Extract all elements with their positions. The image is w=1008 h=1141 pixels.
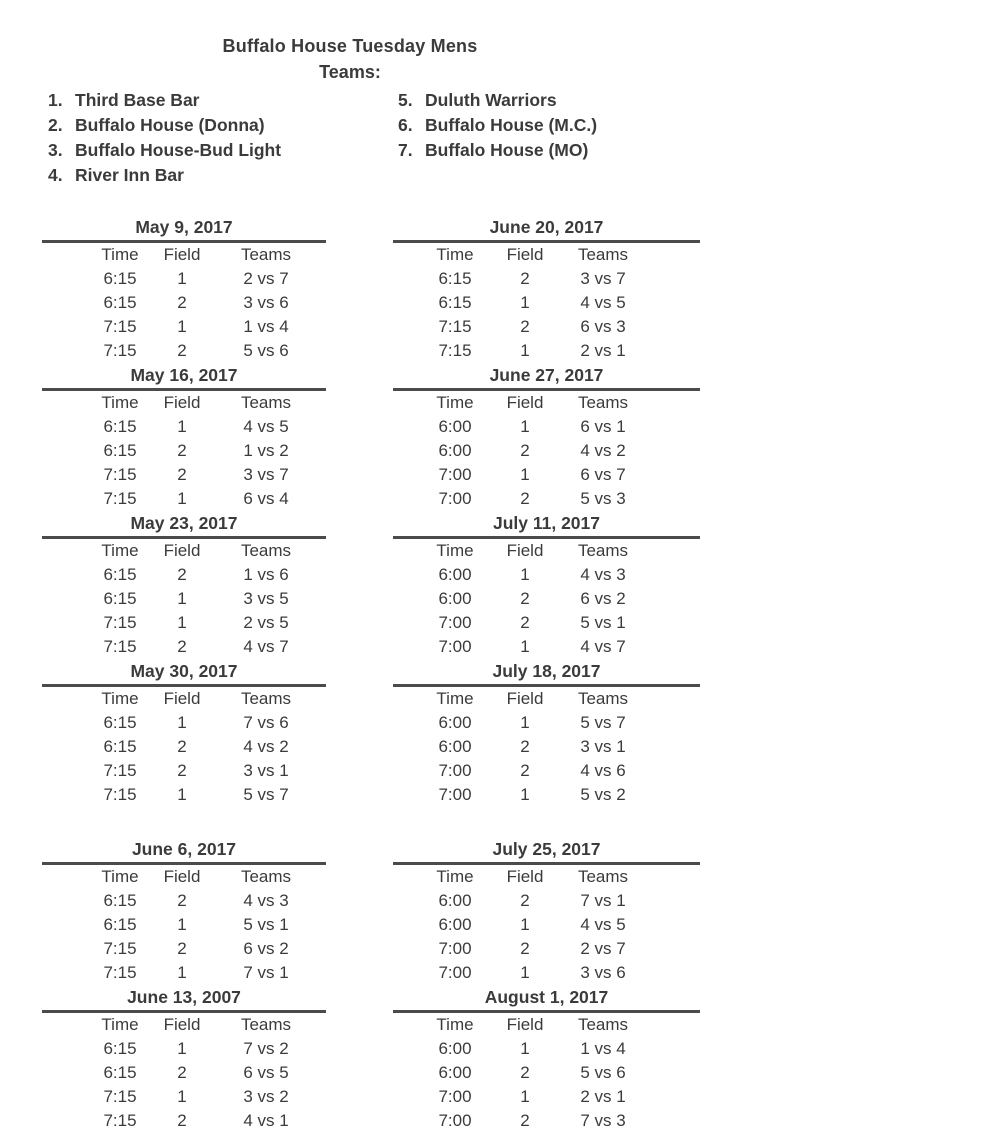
cell-field: 2 <box>177 939 187 958</box>
schedule-row <box>42 937 326 961</box>
team-name: River Inn Bar <box>75 165 184 185</box>
cell-matchup: 7 vs 6 <box>243 713 289 732</box>
teams-list-right-column <box>398 88 597 188</box>
cell-time: 6:00 <box>438 417 472 436</box>
column-header-time: Time <box>101 393 139 412</box>
cell-matchup: 4 vs 2 <box>243 737 289 756</box>
schedule-date: June 20, 2017 <box>489 217 604 237</box>
cell-field: 1 <box>520 915 530 934</box>
cell-matchup: 7 vs 1 <box>580 891 626 910</box>
cell-matchup: 3 vs 2 <box>243 1087 289 1106</box>
cell-field: 1 <box>177 1039 187 1058</box>
schedule-row <box>42 315 326 339</box>
cell-matchup: 4 vs 5 <box>580 293 626 312</box>
cell-time: 7:15 <box>103 613 137 632</box>
schedule-row <box>42 783 326 807</box>
cell-field: 2 <box>177 293 187 312</box>
column-header-teams: Teams <box>240 867 292 886</box>
cell-field: 2 <box>520 737 530 756</box>
cell-field: 1 <box>177 269 187 288</box>
cell-field: 2 <box>520 939 530 958</box>
cell-time: 6:00 <box>438 589 472 608</box>
cell-matchup: 6 vs 7 <box>580 465 626 484</box>
cell-field: 2 <box>520 613 530 632</box>
cell-time: 6:15 <box>103 915 137 934</box>
table-header-row <box>393 391 700 415</box>
cell-time: 6:00 <box>438 1039 472 1058</box>
cell-time: 7:00 <box>438 939 472 958</box>
cell-field: 2 <box>520 1063 530 1082</box>
cell-matchup: 6 vs 5 <box>243 1063 289 1082</box>
team-list-item <box>398 138 597 163</box>
cell-matchup: 1 vs 4 <box>580 1039 626 1058</box>
cell-time: 7:15 <box>103 637 137 656</box>
column-header-field: Field <box>506 689 544 708</box>
column-header-field: Field <box>163 1015 201 1034</box>
cell-time: 6:00 <box>438 891 472 910</box>
column-header-field: Field <box>506 1015 544 1034</box>
schedule-left-column <box>42 215 326 1133</box>
schedule-row <box>42 735 326 759</box>
team-name: Buffalo House (M.C.) <box>425 115 598 135</box>
teams-heading: Teams: <box>319 62 381 82</box>
cell-matchup: 3 vs 1 <box>580 737 626 756</box>
cell-time: 6:15 <box>103 293 137 312</box>
team-name: Buffalo House (Donna) <box>75 115 265 135</box>
table-header-row <box>393 865 700 889</box>
schedule-row <box>393 1109 700 1133</box>
schedule-row <box>393 439 700 463</box>
column-header-teams: Teams <box>577 867 629 886</box>
table-header-row <box>393 687 700 711</box>
cell-field: 1 <box>520 293 530 312</box>
schedule-row <box>42 415 326 439</box>
cell-time: 7:00 <box>438 761 472 780</box>
cell-field: 2 <box>520 489 530 508</box>
team-list-item <box>398 113 597 138</box>
cell-field: 2 <box>177 637 187 656</box>
cell-field: 2 <box>520 317 530 336</box>
schedule-table <box>393 215 700 363</box>
team-list-item <box>48 138 398 163</box>
schedule-row <box>393 1061 700 1085</box>
column-header-teams: Teams <box>240 1015 292 1034</box>
schedule-row <box>42 961 326 985</box>
team-number: 6. <box>398 115 413 135</box>
cell-field: 2 <box>520 441 530 460</box>
team-list-item <box>398 88 597 113</box>
column-header-time: Time <box>101 867 139 886</box>
cell-time: 7:15 <box>438 317 472 336</box>
cell-matchup: 5 vs 6 <box>580 1063 626 1082</box>
team-list-item <box>48 163 398 188</box>
cell-matchup: 2 vs 1 <box>580 341 626 360</box>
cell-matchup: 6 vs 1 <box>580 417 626 436</box>
cell-time: 6:15 <box>103 441 137 460</box>
column-header-teams: Teams <box>577 541 629 560</box>
column-header-field: Field <box>163 867 201 886</box>
column-header-time: Time <box>436 541 474 560</box>
table-header-row <box>393 1013 700 1037</box>
cell-time: 7:00 <box>438 963 472 982</box>
schedule-row <box>42 1061 326 1085</box>
schedule-table <box>42 659 326 807</box>
cell-field: 2 <box>177 341 187 360</box>
team-name: Third Base Bar <box>75 90 200 110</box>
schedule-table <box>393 837 700 985</box>
cell-time: 6:15 <box>103 1039 137 1058</box>
column-header-teams: Teams <box>577 393 629 412</box>
cell-field: 2 <box>177 737 187 756</box>
cell-time: 6:15 <box>103 713 137 732</box>
column-header-time: Time <box>436 867 474 886</box>
schedule-row <box>393 587 700 611</box>
schedule-row <box>393 291 700 315</box>
cell-field: 1 <box>520 637 530 656</box>
cell-matchup: 4 vs 7 <box>243 637 289 656</box>
cell-time: 6:15 <box>438 293 472 312</box>
cell-matchup: 4 vs 3 <box>243 891 289 910</box>
cell-field: 1 <box>177 317 187 336</box>
column-header-field: Field <box>506 541 544 560</box>
cell-matchup: 4 vs 5 <box>580 915 626 934</box>
cell-matchup: 4 vs 7 <box>580 637 626 656</box>
cell-matchup: 3 vs 5 <box>243 589 289 608</box>
cell-time: 7:00 <box>438 613 472 632</box>
column-header-time: Time <box>436 689 474 708</box>
cell-time: 7:15 <box>103 1111 137 1130</box>
cell-matchup: 2 vs 5 <box>243 613 289 632</box>
column-header-teams: Teams <box>240 541 292 560</box>
cell-matchup: 2 vs 1 <box>580 1087 626 1106</box>
cell-field: 2 <box>520 761 530 780</box>
schedule-table <box>42 837 326 985</box>
schedule-date: May 9, 2017 <box>135 217 233 237</box>
column-header-time: Time <box>101 541 139 560</box>
cell-time: 7:00 <box>438 489 472 508</box>
schedule-row <box>42 611 326 635</box>
table-header-row <box>42 539 326 563</box>
cell-matchup: 4 vs 1 <box>243 1111 289 1130</box>
cell-matchup: 5 vs 1 <box>243 915 289 934</box>
cell-field: 1 <box>520 465 530 484</box>
cell-time: 7:00 <box>438 1111 472 1130</box>
schedule-date: June 6, 2017 <box>131 839 237 859</box>
cell-matchup: 2 vs 7 <box>580 939 626 958</box>
schedule-row <box>393 1037 700 1061</box>
cell-time: 7:15 <box>103 341 137 360</box>
team-name: Duluth Warriors <box>425 90 557 110</box>
schedule-date: May 23, 2017 <box>130 513 238 533</box>
cell-time: 6:00 <box>438 713 472 732</box>
cell-field: 1 <box>520 417 530 436</box>
schedule-date: June 27, 2017 <box>489 365 604 385</box>
column-header-time: Time <box>101 1015 139 1034</box>
schedule-right-column <box>393 215 700 1133</box>
cell-time: 7:00 <box>438 465 472 484</box>
cell-matchup: 4 vs 5 <box>243 417 289 436</box>
schedule-row <box>42 1109 326 1133</box>
cell-field: 1 <box>520 713 530 732</box>
schedule-row <box>393 267 700 291</box>
schedule-date: July 11, 2017 <box>492 513 601 533</box>
schedule-table <box>393 985 700 1133</box>
schedule-row <box>393 415 700 439</box>
table-header-row <box>42 687 326 711</box>
cell-field: 1 <box>520 1039 530 1058</box>
cell-matchup: 5 vs 2 <box>580 785 626 804</box>
schedule-row <box>42 759 326 783</box>
cell-time: 6:15 <box>103 269 137 288</box>
schedule-row <box>393 1085 700 1109</box>
cell-time: 7:15 <box>103 317 137 336</box>
cell-time: 6:15 <box>438 269 472 288</box>
schedule-date: June 13, 2007 <box>127 987 241 1007</box>
schedule-row <box>42 1037 326 1061</box>
schedule-row <box>393 711 700 735</box>
column-header-field: Field <box>506 245 544 264</box>
schedule-row <box>42 267 326 291</box>
schedule-row <box>393 487 700 511</box>
column-header-time: Time <box>436 1015 474 1034</box>
column-header-field: Field <box>163 393 201 412</box>
column-header-teams: Teams <box>577 245 629 264</box>
column-header-time: Time <box>436 393 474 412</box>
column-header-teams: Teams <box>240 393 292 412</box>
cell-field: 1 <box>177 489 187 508</box>
cell-matchup: 6 vs 2 <box>243 939 289 958</box>
cell-matchup: 5 vs 3 <box>580 489 626 508</box>
schedule-row <box>42 1085 326 1109</box>
cell-matchup: 6 vs 3 <box>580 317 626 336</box>
cell-field: 2 <box>177 761 187 780</box>
cell-time: 7:00 <box>438 785 472 804</box>
schedule-row <box>393 315 700 339</box>
cell-matchup: 6 vs 2 <box>580 589 626 608</box>
schedule-date: May 16, 2017 <box>130 365 238 385</box>
column-header-time: Time <box>101 689 139 708</box>
table-header-row <box>42 865 326 889</box>
column-header-field: Field <box>506 867 544 886</box>
cell-time: 6:15 <box>103 589 137 608</box>
schedule-row <box>393 339 700 363</box>
schedule-date: May 30, 2017 <box>130 661 238 681</box>
schedule-date: July 25, 2017 <box>492 839 601 859</box>
cell-matchup: 6 vs 4 <box>243 489 289 508</box>
column-header-time: Time <box>436 245 474 264</box>
cell-time: 7:00 <box>438 1087 472 1106</box>
document-header <box>0 0 700 85</box>
team-name: Buffalo House (MO) <box>425 140 589 160</box>
cell-field: 1 <box>177 963 187 982</box>
column-header-field: Field <box>163 689 201 708</box>
teams-list-left-column <box>48 88 398 188</box>
column-header-teams: Teams <box>577 689 629 708</box>
schedule-row <box>393 563 700 587</box>
table-header-row <box>42 243 326 267</box>
schedule-row <box>393 463 700 487</box>
cell-time: 6:15 <box>103 891 137 910</box>
schedule-row <box>42 487 326 511</box>
schedule-row <box>393 759 700 783</box>
schedule-row <box>42 563 326 587</box>
cell-field: 1 <box>520 565 530 584</box>
team-number: 3. <box>48 140 63 160</box>
schedule-row <box>393 635 700 659</box>
cell-field: 1 <box>177 915 187 934</box>
cell-time: 7:15 <box>103 1087 137 1106</box>
cell-matchup: 3 vs 7 <box>580 269 626 288</box>
cell-matchup: 1 vs 2 <box>243 441 289 460</box>
teams-list <box>0 88 1008 188</box>
table-header-row <box>42 1013 326 1037</box>
team-number: 2. <box>48 115 63 135</box>
schedule-row <box>42 635 326 659</box>
cell-matchup: 3 vs 6 <box>580 963 626 982</box>
team-list-item <box>48 88 398 113</box>
schedule-row <box>393 783 700 807</box>
team-number: 4. <box>48 165 63 185</box>
cell-matchup: 5 vs 1 <box>580 613 626 632</box>
column-header-field: Field <box>506 393 544 412</box>
schedule-row <box>42 711 326 735</box>
cell-field: 2 <box>177 565 187 584</box>
schedule-table <box>393 659 700 807</box>
cell-field: 1 <box>177 713 187 732</box>
cell-field: 2 <box>177 441 187 460</box>
cell-field: 1 <box>520 1087 530 1106</box>
cell-matchup: 7 vs 2 <box>243 1039 289 1058</box>
cell-field: 2 <box>177 1111 187 1130</box>
cell-time: 6:00 <box>438 737 472 756</box>
cell-field: 1 <box>177 613 187 632</box>
column-header-teams: Teams <box>577 1015 629 1034</box>
cell-time: 7:15 <box>103 785 137 804</box>
column-header-field: Field <box>163 541 201 560</box>
team-number: 7. <box>398 140 413 160</box>
schedule-row <box>393 961 700 985</box>
schedule-row <box>42 463 326 487</box>
schedule-row <box>393 913 700 937</box>
page-title: Buffalo House Tuesday Mens <box>222 36 478 56</box>
cell-matchup: 5 vs 6 <box>243 341 289 360</box>
table-header-row <box>393 243 700 267</box>
cell-field: 1 <box>177 417 187 436</box>
cell-matchup: 7 vs 3 <box>580 1111 626 1130</box>
cell-time: 7:15 <box>438 341 472 360</box>
cell-matchup: 7 vs 1 <box>243 963 289 982</box>
cell-field: 1 <box>520 963 530 982</box>
schedule-row <box>393 611 700 635</box>
schedule-grid <box>0 215 1008 1133</box>
cell-time: 6:15 <box>103 737 137 756</box>
cell-field: 1 <box>520 785 530 804</box>
schedule-table <box>393 511 700 659</box>
schedule-table <box>42 985 326 1133</box>
cell-matchup: 3 vs 1 <box>243 761 289 780</box>
cell-field: 2 <box>520 1111 530 1130</box>
schedule-table <box>393 363 700 511</box>
schedule-date: August 1, 2017 <box>484 987 609 1007</box>
cell-time: 6:00 <box>438 441 472 460</box>
cell-matchup: 4 vs 6 <box>580 761 626 780</box>
team-name: Buffalo House-Bud Light <box>75 140 282 160</box>
schedule-row <box>393 735 700 759</box>
cell-time: 6:00 <box>438 915 472 934</box>
column-header-teams: Teams <box>240 689 292 708</box>
cell-time: 7:15 <box>103 489 137 508</box>
column-header-field: Field <box>163 245 201 264</box>
schedule-row <box>393 889 700 913</box>
schedule-table <box>42 363 326 511</box>
cell-field: 2 <box>520 589 530 608</box>
column-header-time: Time <box>101 245 139 264</box>
cell-matchup: 5 vs 7 <box>243 785 289 804</box>
schedule-row <box>42 587 326 611</box>
schedule-date: July 18, 2017 <box>492 661 601 681</box>
schedule-row <box>42 439 326 463</box>
schedule-row <box>42 913 326 937</box>
cell-time: 7:00 <box>438 637 472 656</box>
team-number: 1. <box>48 90 63 110</box>
table-header-row <box>393 539 700 563</box>
cell-field: 1 <box>177 1087 187 1106</box>
cell-field: 2 <box>177 465 187 484</box>
schedule-table <box>42 511 326 659</box>
schedule-row <box>42 889 326 913</box>
cell-field: 1 <box>520 341 530 360</box>
schedule-row <box>42 291 326 315</box>
column-header-teams: Teams <box>240 245 292 264</box>
schedule-row <box>393 937 700 961</box>
cell-field: 1 <box>177 785 187 804</box>
cell-field: 2 <box>177 891 187 910</box>
cell-time: 6:00 <box>438 565 472 584</box>
cell-time: 7:15 <box>103 963 137 982</box>
schedule-table <box>42 215 326 363</box>
cell-matchup: 3 vs 6 <box>243 293 289 312</box>
cell-time: 6:15 <box>103 1063 137 1082</box>
cell-matchup: 2 vs 7 <box>243 269 289 288</box>
cell-field: 2 <box>177 1063 187 1082</box>
cell-field: 2 <box>520 269 530 288</box>
cell-matchup: 1 vs 6 <box>243 565 289 584</box>
team-number: 5. <box>398 90 413 110</box>
cell-matchup: 5 vs 7 <box>580 713 626 732</box>
cell-matchup: 4 vs 2 <box>580 441 626 460</box>
cell-matchup: 4 vs 3 <box>580 565 626 584</box>
cell-time: 7:15 <box>103 761 137 780</box>
cell-time: 7:15 <box>103 939 137 958</box>
cell-time: 6:15 <box>103 565 137 584</box>
cell-matchup: 1 vs 4 <box>243 317 289 336</box>
cell-time: 6:15 <box>103 417 137 436</box>
cell-time: 7:15 <box>103 465 137 484</box>
cell-field: 1 <box>177 589 187 608</box>
cell-field: 2 <box>520 891 530 910</box>
table-header-row <box>42 391 326 415</box>
cell-time: 6:00 <box>438 1063 472 1082</box>
cell-matchup: 3 vs 7 <box>243 465 289 484</box>
team-list-item <box>48 113 398 138</box>
schedule-row <box>42 339 326 363</box>
